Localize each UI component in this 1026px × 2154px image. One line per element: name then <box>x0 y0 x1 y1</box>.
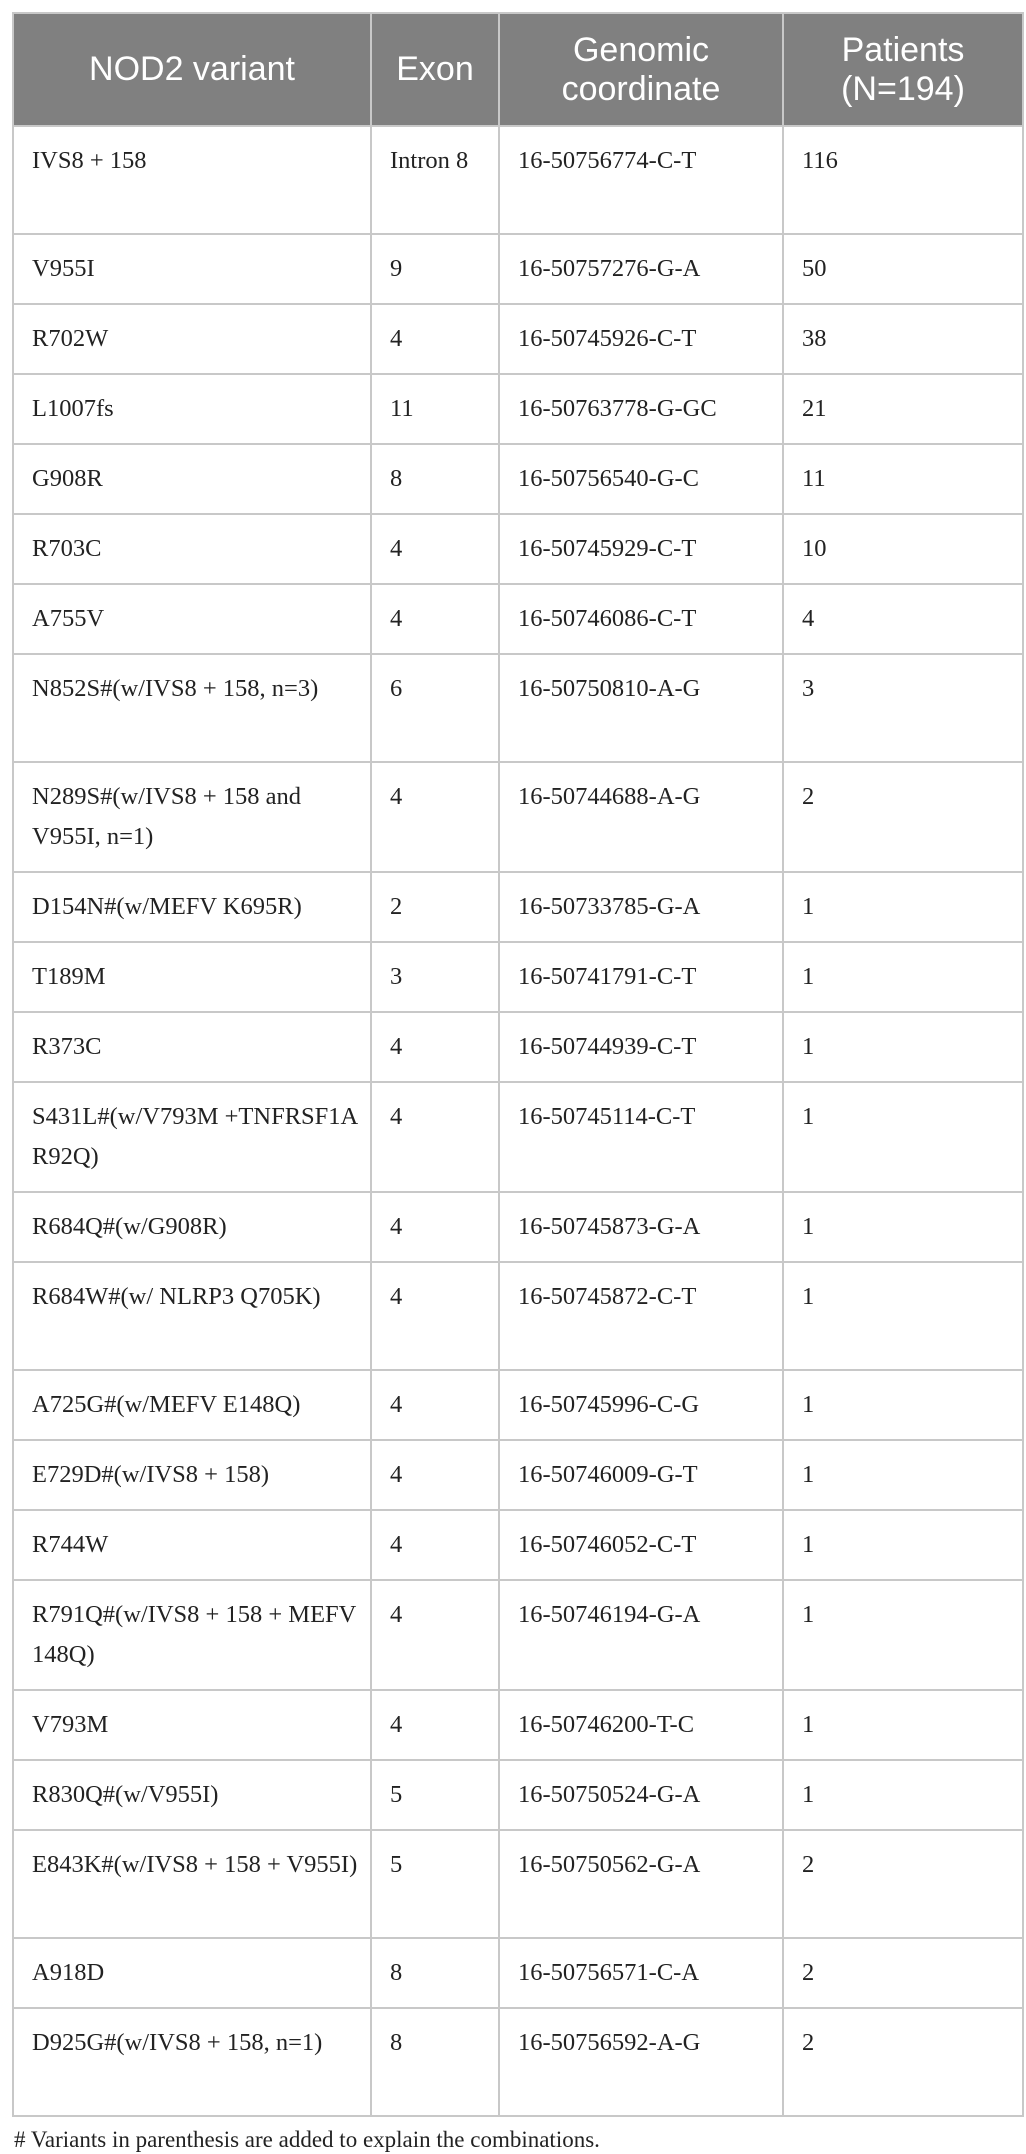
cell-variant: R684Q#(w/G908R) <box>13 1192 371 1262</box>
table-header <box>13 13 1023 126</box>
cell-variant: E729D#(w/IVS8 + 158) <box>13 1440 371 1510</box>
cell-exon: 3 <box>371 942 499 1012</box>
cell-coordinate: 16-50756774-C-T <box>499 126 783 234</box>
table-row <box>13 872 1023 942</box>
cell-variant: E843K#(w/IVS8 + 158 + V955I) <box>13 1830 371 1938</box>
cell-exon: 4 <box>371 762 499 872</box>
cell-patients: 1 <box>783 872 1023 942</box>
cell-patients: 1 <box>783 1370 1023 1440</box>
cell-exon: 11 <box>371 374 499 444</box>
cell-exon: 2 <box>371 872 499 942</box>
cell-patients: 1 <box>783 1580 1023 1690</box>
cell-variant: G908R <box>13 444 371 514</box>
table-row <box>13 514 1023 584</box>
table-row <box>13 234 1023 304</box>
header-nod2-variant: NOD2 variant <box>13 13 371 126</box>
cell-variant: N289S#(w/IVS8 + 158 and V955I, n=1) <box>13 762 371 872</box>
table-container <box>12 12 1022 2153</box>
cell-coordinate: 16-50746009-G-T <box>499 1440 783 1510</box>
cell-patients: 1 <box>783 1262 1023 1370</box>
table-row <box>13 304 1023 374</box>
cell-coordinate: 16-50745872-C-T <box>499 1262 783 1370</box>
cell-coordinate: 16-50746086-C-T <box>499 584 783 654</box>
cell-exon: 4 <box>371 1262 499 1370</box>
cell-variant: R702W <box>13 304 371 374</box>
table-row <box>13 584 1023 654</box>
cell-patients: 3 <box>783 654 1023 762</box>
cell-patients: 2 <box>783 1830 1023 1938</box>
table-row <box>13 762 1023 872</box>
cell-coordinate: 16-50745929-C-T <box>499 514 783 584</box>
cell-exon: 4 <box>371 1580 499 1690</box>
cell-patients: 50 <box>783 234 1023 304</box>
cell-patients: 38 <box>783 304 1023 374</box>
cell-exon: 4 <box>371 584 499 654</box>
cell-variant: A755V <box>13 584 371 654</box>
cell-variant: A725G#(w/MEFV E148Q) <box>13 1370 371 1440</box>
table-row <box>13 1938 1023 2008</box>
table-row <box>13 126 1023 234</box>
cell-variant: V793M <box>13 1690 371 1760</box>
cell-coordinate: 16-50750810-A-G <box>499 654 783 762</box>
cell-variant: L1007fs <box>13 374 371 444</box>
cell-exon: 4 <box>371 1510 499 1580</box>
cell-patients: 1 <box>783 1192 1023 1262</box>
cell-variant: R830Q#(w/V955I) <box>13 1760 371 1830</box>
cell-patients: 1 <box>783 1760 1023 1830</box>
table-row <box>13 1830 1023 1938</box>
cell-patients: 1 <box>783 942 1023 1012</box>
header-exon: Exon <box>371 13 499 126</box>
cell-patients: 4 <box>783 584 1023 654</box>
table-row <box>13 1690 1023 1760</box>
cell-coordinate: 16-50746200-T-C <box>499 1690 783 1760</box>
cell-variant: V955I <box>13 234 371 304</box>
cell-patients: 2 <box>783 1938 1023 2008</box>
cell-patients: 1 <box>783 1510 1023 1580</box>
cell-variant: R684W#(w/ NLRP3 Q705K) <box>13 1262 371 1370</box>
cell-coordinate: 16-50745114-C-T <box>499 1082 783 1192</box>
cell-variant: D154N#(w/MEFV K695R) <box>13 872 371 942</box>
cell-exon: 4 <box>371 1370 499 1440</box>
cell-exon: 8 <box>371 1938 499 2008</box>
cell-exon: Intron 8 <box>371 126 499 234</box>
cell-coordinate: 16-50757276-G-A <box>499 234 783 304</box>
cell-exon: 4 <box>371 1440 499 1510</box>
cell-variant: R703C <box>13 514 371 584</box>
table-row <box>13 1262 1023 1370</box>
table-row <box>13 1760 1023 1830</box>
cell-patients: 1 <box>783 1012 1023 1082</box>
table-footnote: # Variants in parenthesis are added to explain the combinations. <box>14 2127 600 2152</box>
cell-coordinate: 16-50741791-C-T <box>499 942 783 1012</box>
cell-variant: S431L#(w/V793M +TNFRSF1A R92Q) <box>13 1082 371 1192</box>
cell-exon: 4 <box>371 304 499 374</box>
cell-exon: 5 <box>371 1760 499 1830</box>
cell-patients: 21 <box>783 374 1023 444</box>
cell-exon: 4 <box>371 514 499 584</box>
cell-patients: 116 <box>783 126 1023 234</box>
nod2-variants-table <box>12 12 1024 2117</box>
cell-variant: IVS8 + 158 <box>13 126 371 234</box>
cell-coordinate: 16-50745926-C-T <box>499 304 783 374</box>
cell-patients: 1 <box>783 1082 1023 1192</box>
table-row <box>13 1510 1023 1580</box>
cell-coordinate: 16-50733785-G-A <box>499 872 783 942</box>
cell-patients: 2 <box>783 2008 1023 2116</box>
cell-coordinate: 16-50744939-C-T <box>499 1012 783 1082</box>
cell-coordinate: 16-50745873-G-A <box>499 1192 783 1262</box>
cell-exon: 4 <box>371 1690 499 1760</box>
header-patients: Patients (N=194) <box>783 13 1023 126</box>
cell-exon: 4 <box>371 1192 499 1262</box>
cell-variant: T189M <box>13 942 371 1012</box>
table-row <box>13 1370 1023 1440</box>
cell-exon: 8 <box>371 444 499 514</box>
table-row <box>13 942 1023 1012</box>
header-genomic-coordinate: Genomic coordinate <box>499 13 783 126</box>
cell-coordinate: 16-50746194-G-A <box>499 1580 783 1690</box>
table-row <box>13 1082 1023 1192</box>
cell-variant: R744W <box>13 1510 371 1580</box>
cell-exon: 6 <box>371 654 499 762</box>
cell-variant: R373C <box>13 1012 371 1082</box>
cell-coordinate: 16-50745996-C-G <box>499 1370 783 1440</box>
table-row <box>13 2008 1023 2116</box>
header-row <box>13 13 1023 126</box>
table-row <box>13 1192 1023 1262</box>
cell-variant: D925G#(w/IVS8 + 158, n=1) <box>13 2008 371 2116</box>
cell-coordinate: 16-50750524-G-A <box>499 1760 783 1830</box>
cell-patients: 1 <box>783 1440 1023 1510</box>
table-row <box>13 374 1023 444</box>
cell-coordinate: 16-50756592-A-G <box>499 2008 783 2116</box>
table-body <box>13 126 1023 2116</box>
cell-patients: 1 <box>783 1690 1023 1760</box>
table-row <box>13 1012 1023 1082</box>
cell-exon: 4 <box>371 1082 499 1192</box>
cell-variant: R791Q#(w/IVS8 + 158 + MEFV 148Q) <box>13 1580 371 1690</box>
cell-variant: A918D <box>13 1938 371 2008</box>
cell-coordinate: 16-50756571-C-A <box>499 1938 783 2008</box>
table-row <box>13 1580 1023 1690</box>
cell-patients: 2 <box>783 762 1023 872</box>
cell-coordinate: 16-50756540-G-C <box>499 444 783 514</box>
cell-coordinate: 16-50746052-C-T <box>499 1510 783 1580</box>
table-row <box>13 444 1023 514</box>
table-row <box>13 1440 1023 1510</box>
cell-patients: 10 <box>783 514 1023 584</box>
cell-exon: 5 <box>371 1830 499 1938</box>
cell-exon: 8 <box>371 2008 499 2116</box>
cell-coordinate: 16-50744688-A-G <box>499 762 783 872</box>
cell-patients: 11 <box>783 444 1023 514</box>
cell-exon: 4 <box>371 1012 499 1082</box>
cell-coordinate: 16-50750562-G-A <box>499 1830 783 1938</box>
table-row <box>13 654 1023 762</box>
cell-variant: N852S#(w/IVS8 + 158, n=3) <box>13 654 371 762</box>
cell-coordinate: 16-50763778-G-GC <box>499 374 783 444</box>
cell-exon: 9 <box>371 234 499 304</box>
